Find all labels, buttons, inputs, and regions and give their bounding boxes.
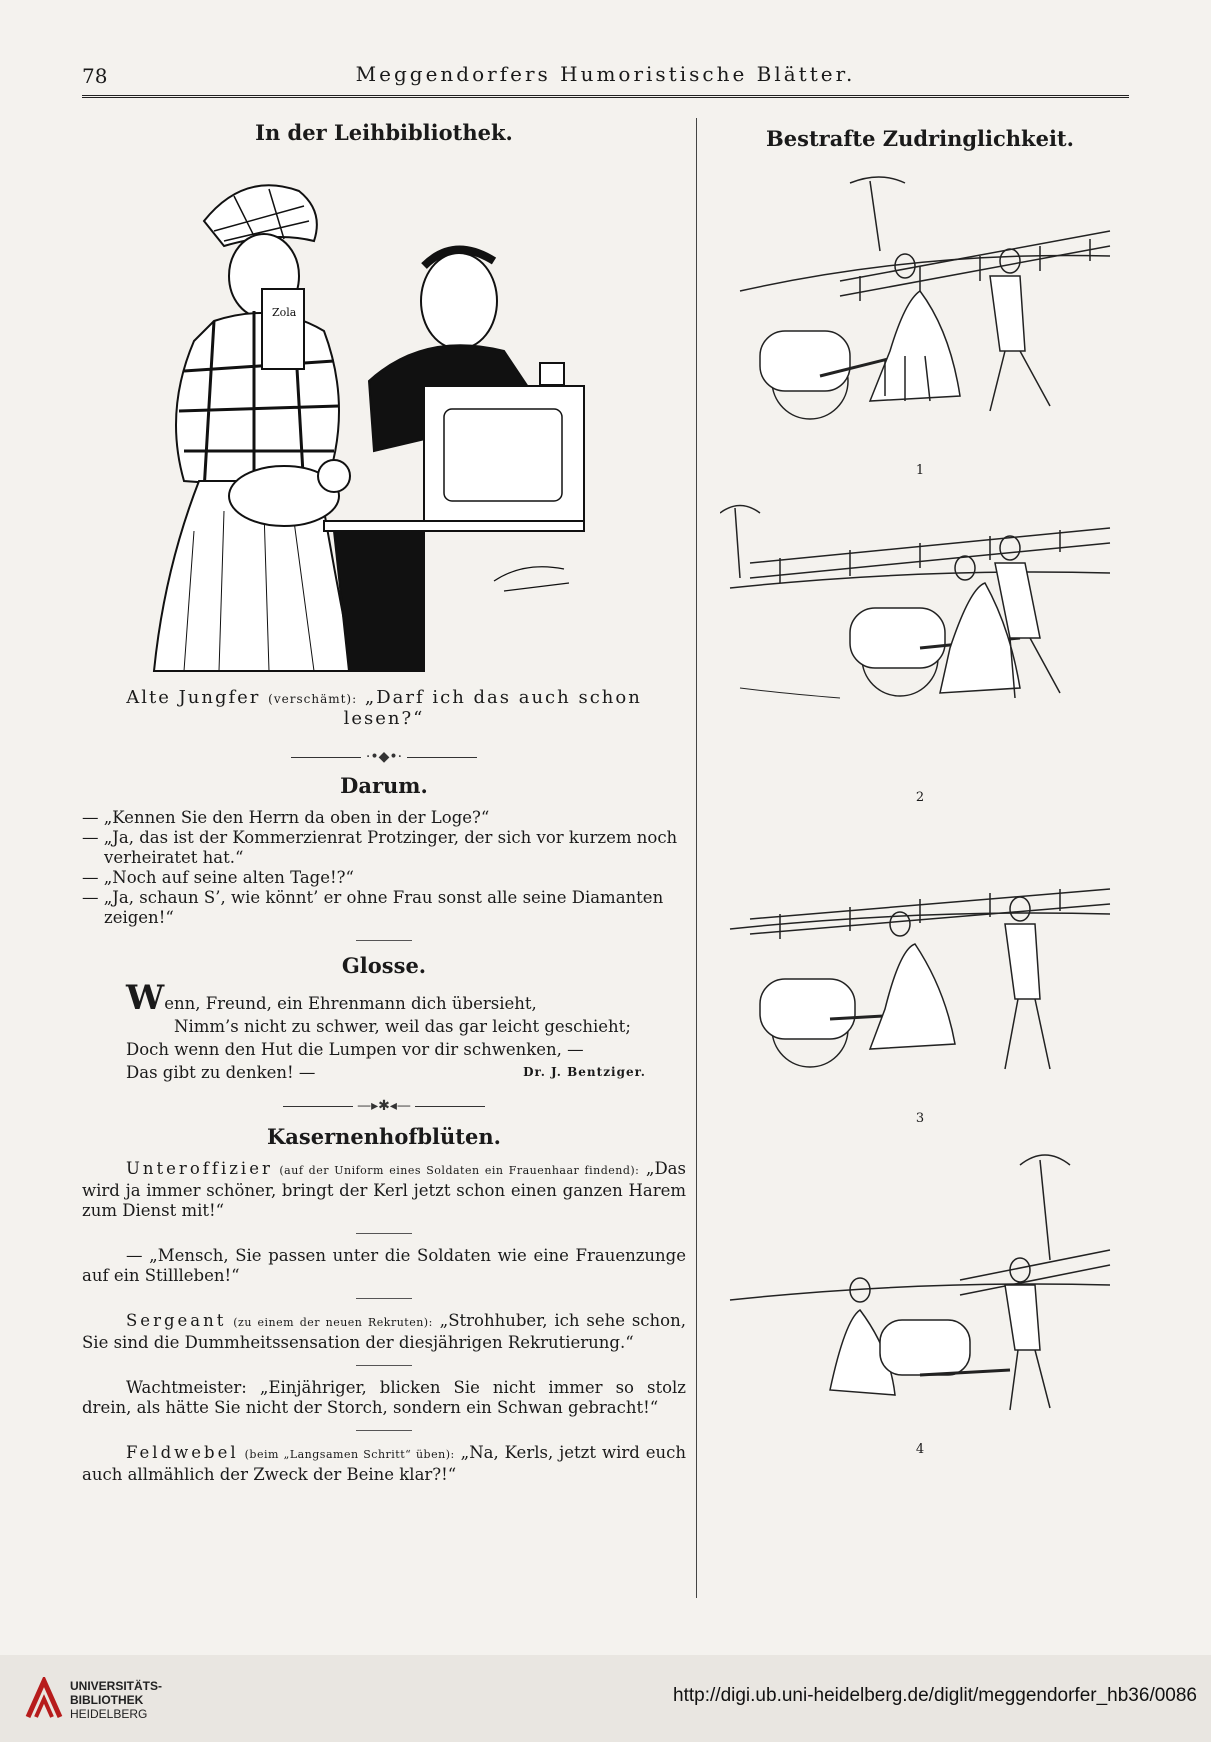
library-name-line: HEIDELBERG: [70, 1707, 148, 1721]
kasernen-title: Kasernenhofblüten.: [267, 1124, 501, 1149]
speaker: Feldwebel: [126, 1443, 239, 1462]
cartoon-panel-1: [720, 161, 1120, 461]
short-rule: [356, 1298, 412, 1299]
short-rule: [356, 1233, 412, 1234]
poem-author: Dr. J. Bentziger.: [523, 1065, 646, 1079]
stage-note: (beim „Langsamen Schritt“ üben):: [244, 1448, 455, 1461]
library-name-line: UNIVERSITÄTS-: [70, 1679, 163, 1693]
poem-text: enn, Freund, ein Ehrenmann dich übersieht,: [164, 994, 537, 1013]
page-header: [82, 56, 1129, 92]
caption-note: (verschämt):: [268, 692, 358, 706]
panel-number: 3: [915, 1111, 925, 1126]
speaker: Unteroffizier: [126, 1159, 273, 1178]
running-title: Meggendorfers Humoristische Blätter.: [355, 62, 856, 86]
kasernen-paragraph-1: [82, 1159, 686, 1221]
permalink-url[interactable]: http://digi.ub.uni-heidelberg.de/diglit/meggendorfer_hb36/0086: [673, 1685, 1197, 1706]
poem-line-1: [126, 978, 686, 1018]
right-column: [712, 102, 1128, 1457]
poem-line-3: Doch wenn den Hut die Lumpen vor dir schwenken, —: [126, 1040, 584, 1059]
short-rule: [356, 1365, 412, 1366]
cartoon-panel-2: [720, 488, 1120, 788]
library-logo-icon: [24, 1677, 64, 1721]
darum-line: zeigen!“: [104, 908, 174, 927]
book-label: Zola: [272, 306, 297, 319]
drop-capital: W: [126, 978, 165, 1018]
darum-dialogue: [82, 808, 686, 928]
kasernen-paragraph-2: — „Mensch, Sie passen unter die Soldaten wie eine Frauenzunge auf ein Stillleben!“: [82, 1246, 686, 1285]
darum-title: Darum.: [340, 773, 428, 798]
leihbibliothek-title: In der Leihbibliothek.: [255, 120, 513, 145]
darum-line: — „Kennen Sie den Herrn da oben in der Loge?“: [82, 808, 490, 827]
cartoon-panel-4: [720, 1140, 1120, 1440]
panel-number: 4: [915, 1442, 925, 1457]
library-name: [70, 1679, 162, 1721]
caption-quote: „Darf ich das auch schon lesen?“: [343, 687, 642, 729]
kasernen-paragraph-4: [82, 1378, 686, 1418]
panel-number: 1: [915, 463, 925, 478]
poem-line-2: Nimm’s nicht zu schwer, weil das gar leicht geschieht;: [174, 1017, 631, 1036]
darum-line: verheiratet hat.“: [104, 848, 244, 867]
page-number: 78: [82, 64, 108, 88]
kasernen-paragraph-5: [82, 1443, 686, 1485]
viewer-footer: [0, 1655, 1211, 1742]
caption-speaker: Alte Jungfer: [126, 687, 261, 708]
cartoon-panel-3: [720, 819, 1120, 1109]
stage-note: (auf der Uniform eines Soldaten ein Frauenhaar findend):: [279, 1164, 640, 1177]
left-column: [82, 102, 686, 1485]
speaker: Sergeant: [126, 1311, 227, 1330]
panel-number: 2: [915, 790, 925, 805]
poem-line-4: [126, 1061, 686, 1084]
darum-line: — „Noch auf seine alten Tage!?“: [82, 868, 354, 887]
darum-line: — „Ja, schaun S’, wie könnt’ er ohne Frau sonst alle seine Diamanten: [82, 888, 664, 907]
library-illustration: [124, 151, 644, 681]
stage-note: (zu einem der neuen Rekruten):: [233, 1316, 433, 1329]
ornament-divider: —▸✱◂—: [82, 1098, 686, 1114]
bestrafte-title: Bestrafte Zudringlichkeit.: [766, 126, 1074, 151]
quote: „Na, Kerls, jetzt wird euch auch allmählich der Zweck der Beine klar?!“: [82, 1443, 687, 1484]
darum-line: — „Ja, das ist der Kommerzienrat Protzinger, der sich vor kurzem noch: [82, 828, 678, 847]
quote: „Das wird ja immer schöner, bringt der Kerl jetzt schon einen ganzen Harem zum Dienst mit!“: [82, 1159, 686, 1220]
short-rule: [356, 1430, 412, 1431]
column-divider: [696, 118, 697, 1598]
glosse-title: Glosse.: [341, 953, 427, 978]
library-name-line: BIBLIOTHEK: [70, 1693, 144, 1707]
speaker: Wachtmeister:: [126, 1378, 247, 1397]
short-rule: [356, 940, 412, 941]
header-rule: [82, 95, 1129, 101]
leihbibliothek-caption: [82, 687, 686, 729]
glosse-poem: [126, 978, 686, 1084]
ornament-divider: ·•◆•·: [82, 749, 686, 765]
kasernen-paragraph-3: [82, 1311, 686, 1353]
poem-text: Das gibt zu denken! —: [126, 1063, 316, 1082]
quote: „Einjähriger, blicken Sie nicht immer so stolz drein, als hätte Sie nicht der Storch, sondern ein Schwan gebracht!“: [82, 1378, 687, 1417]
quote: „Strohhuber, ich sehe schon, Sie sind die Dummheitssensation der diesjährigen Rekrutierung.“: [82, 1311, 686, 1352]
